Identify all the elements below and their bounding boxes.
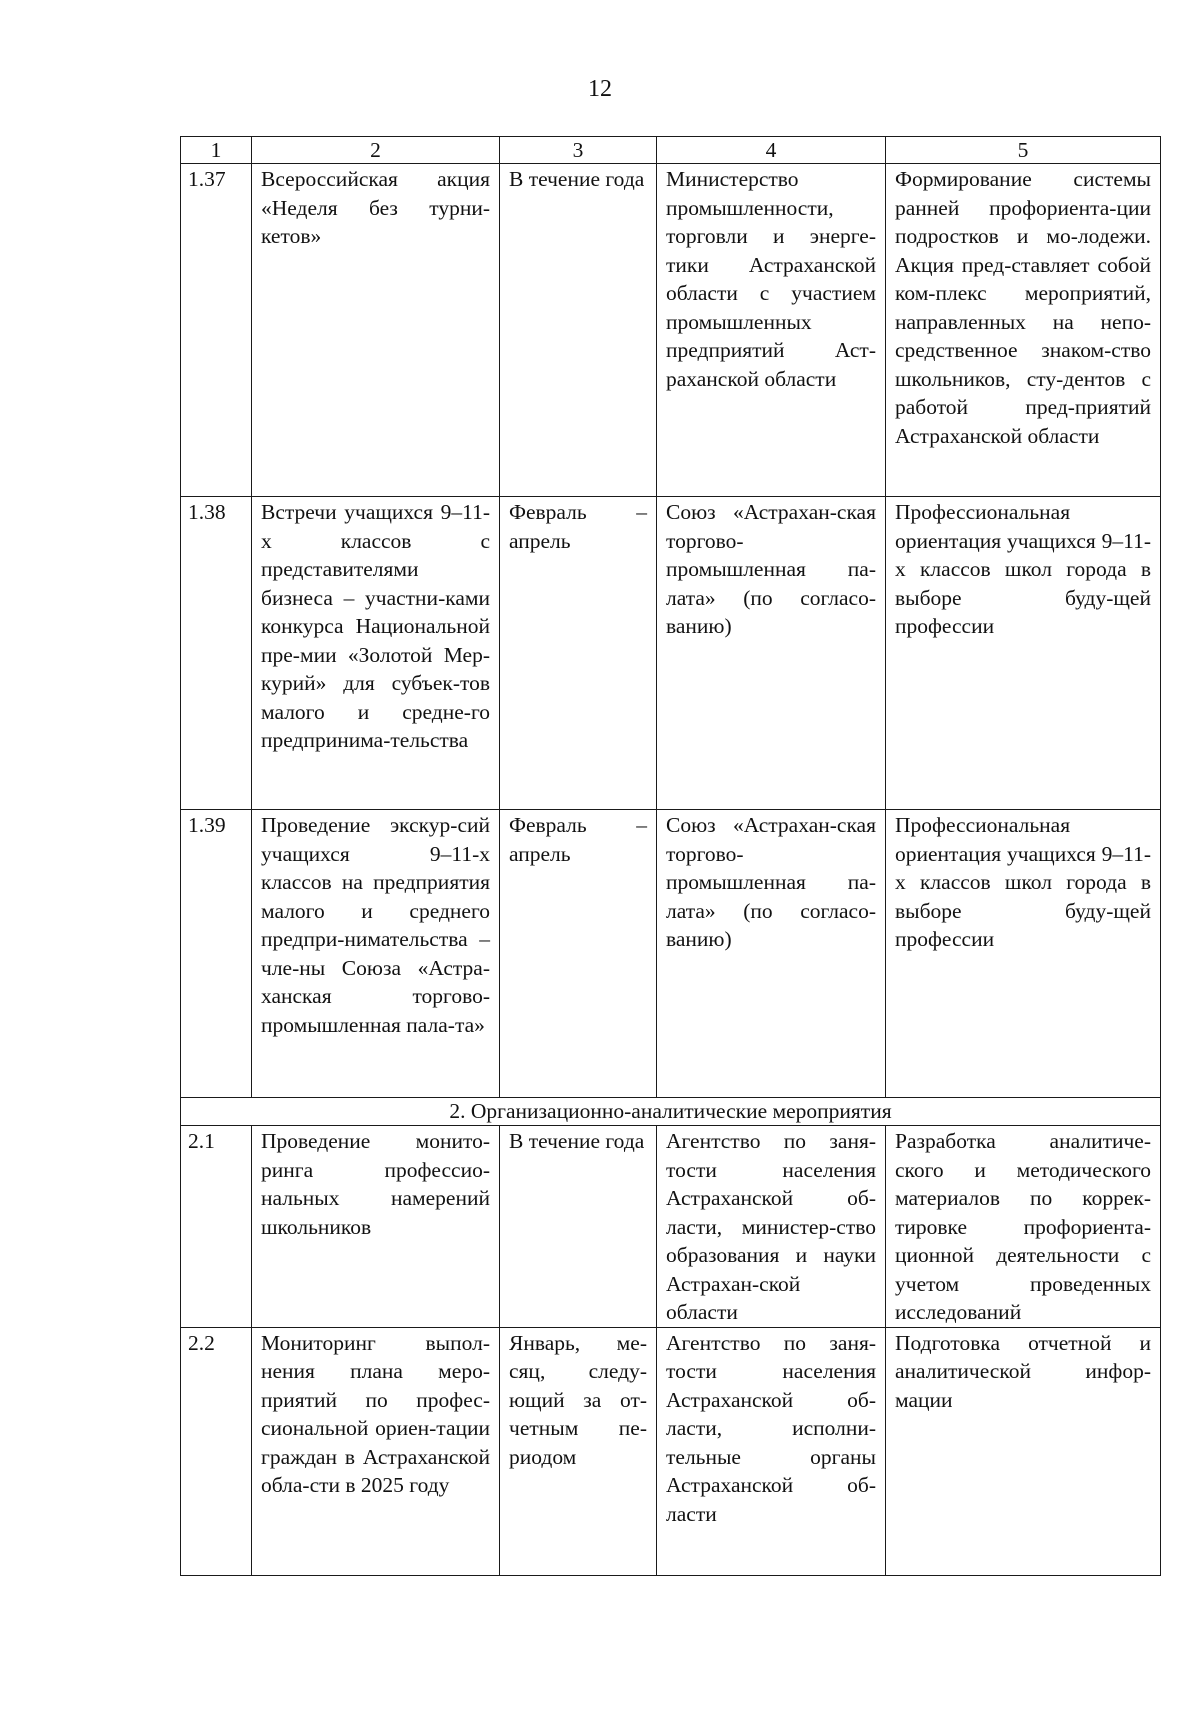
table-row — [181, 497, 1161, 810]
column-header: 1 — [181, 137, 252, 164]
events-table — [180, 136, 1161, 1576]
row-number: 1.39 — [181, 810, 252, 1098]
column-header: 4 — [657, 137, 886, 164]
result-cell: Формирование системы ранней профориента-ции подростков и мо-лодежи. Акция пред-ставляет собой ком-плекс мероприятий, направленных на непо-средственное знаком-ство школьников, сту-дентов с работой пред-приятий Астраханской области — [886, 164, 1161, 497]
table-row — [181, 810, 1161, 1098]
event-cell: Встречи учащихся 9–11-х классов с представителями бизнеса – участни-ками конкурса Национальной пре-мии «Золотой Мер-курий» для субъек-тов малого и средне-го предпринима-тельства — [252, 497, 500, 810]
table-row — [181, 1126, 1161, 1328]
period-cell: Февраль – апрель — [500, 810, 657, 1098]
period-cell: В течение года — [500, 1126, 657, 1328]
result-cell: Профессиональная ориентация учащихся 9–11-х классов школ города в выборе буду-щей профессии — [886, 810, 1161, 1098]
table-header-row — [181, 137, 1161, 164]
period-cell: Февраль – апрель — [500, 497, 657, 810]
responsible-cell: Министерство промышленности, торговли и энерге-тики Астраханской области с участием промышленных предприятий Аст-раханской области — [657, 164, 886, 497]
section-header-row — [181, 1098, 1161, 1126]
row-number: 2.2 — [181, 1327, 252, 1575]
row-number: 1.37 — [181, 164, 252, 497]
table-row — [181, 1327, 1161, 1575]
column-header: 5 — [886, 137, 1161, 164]
responsible-cell: Агентство по заня-тости населения Астраханской об-ласти, исполни-тельные органы Астраханской об-ласти — [657, 1327, 886, 1575]
column-header: 2 — [252, 137, 500, 164]
responsible-cell: Союз «Астрахан-ская торгово-промышленная па-лата» (по согласо-ванию) — [657, 810, 886, 1098]
period-cell: В течение года — [500, 164, 657, 497]
column-header: 3 — [500, 137, 657, 164]
responsible-cell: Союз «Астрахан-ская торгово-промышленная па-лата» (по согласо-ванию) — [657, 497, 886, 810]
result-cell: Профессиональная ориентация учащихся 9–11-х классов школ города в выборе буду-щей профессии — [886, 497, 1161, 810]
result-cell: Разработка аналитиче-ского и методического материалов по коррек-тировке профориента-ционной деятельности с учетом проведенных исследований — [886, 1126, 1161, 1328]
period-cell: Январь, ме-сяц, следу-ющий за от-четным пе-риодом — [500, 1327, 657, 1575]
row-number: 1.38 — [181, 497, 252, 810]
event-cell: Всероссийская акция «Неделя без турни-кетов» — [252, 164, 500, 497]
event-cell: Проведение экскур-сий учащихся 9–11-х классов на предприятия малого и среднего предпри-нимательства – чле-ны Союза «Астра-ханская торгово-промышленная пала-та» — [252, 810, 500, 1098]
section-title: 2. Организационно-аналитические мероприятия — [181, 1098, 1161, 1126]
responsible-cell: Агентство по заня-тости населения Астраханской об-ласти, министер-ство образования и науки Астрахан-ской области — [657, 1126, 886, 1328]
page-number: 12 — [588, 76, 612, 102]
event-cell: Мониторинг выпол-нения плана меро-приятий по профес-сиональной ориен-тации граждан в Астраханской обла-сти в 2025 году — [252, 1327, 500, 1575]
result-cell: Подготовка отчетной и аналитической инфор-мации — [886, 1327, 1161, 1575]
event-cell: Проведение монито-ринга профессио-нальных намерений школьников — [252, 1126, 500, 1328]
table-row — [181, 164, 1161, 497]
row-number: 2.1 — [181, 1126, 252, 1328]
